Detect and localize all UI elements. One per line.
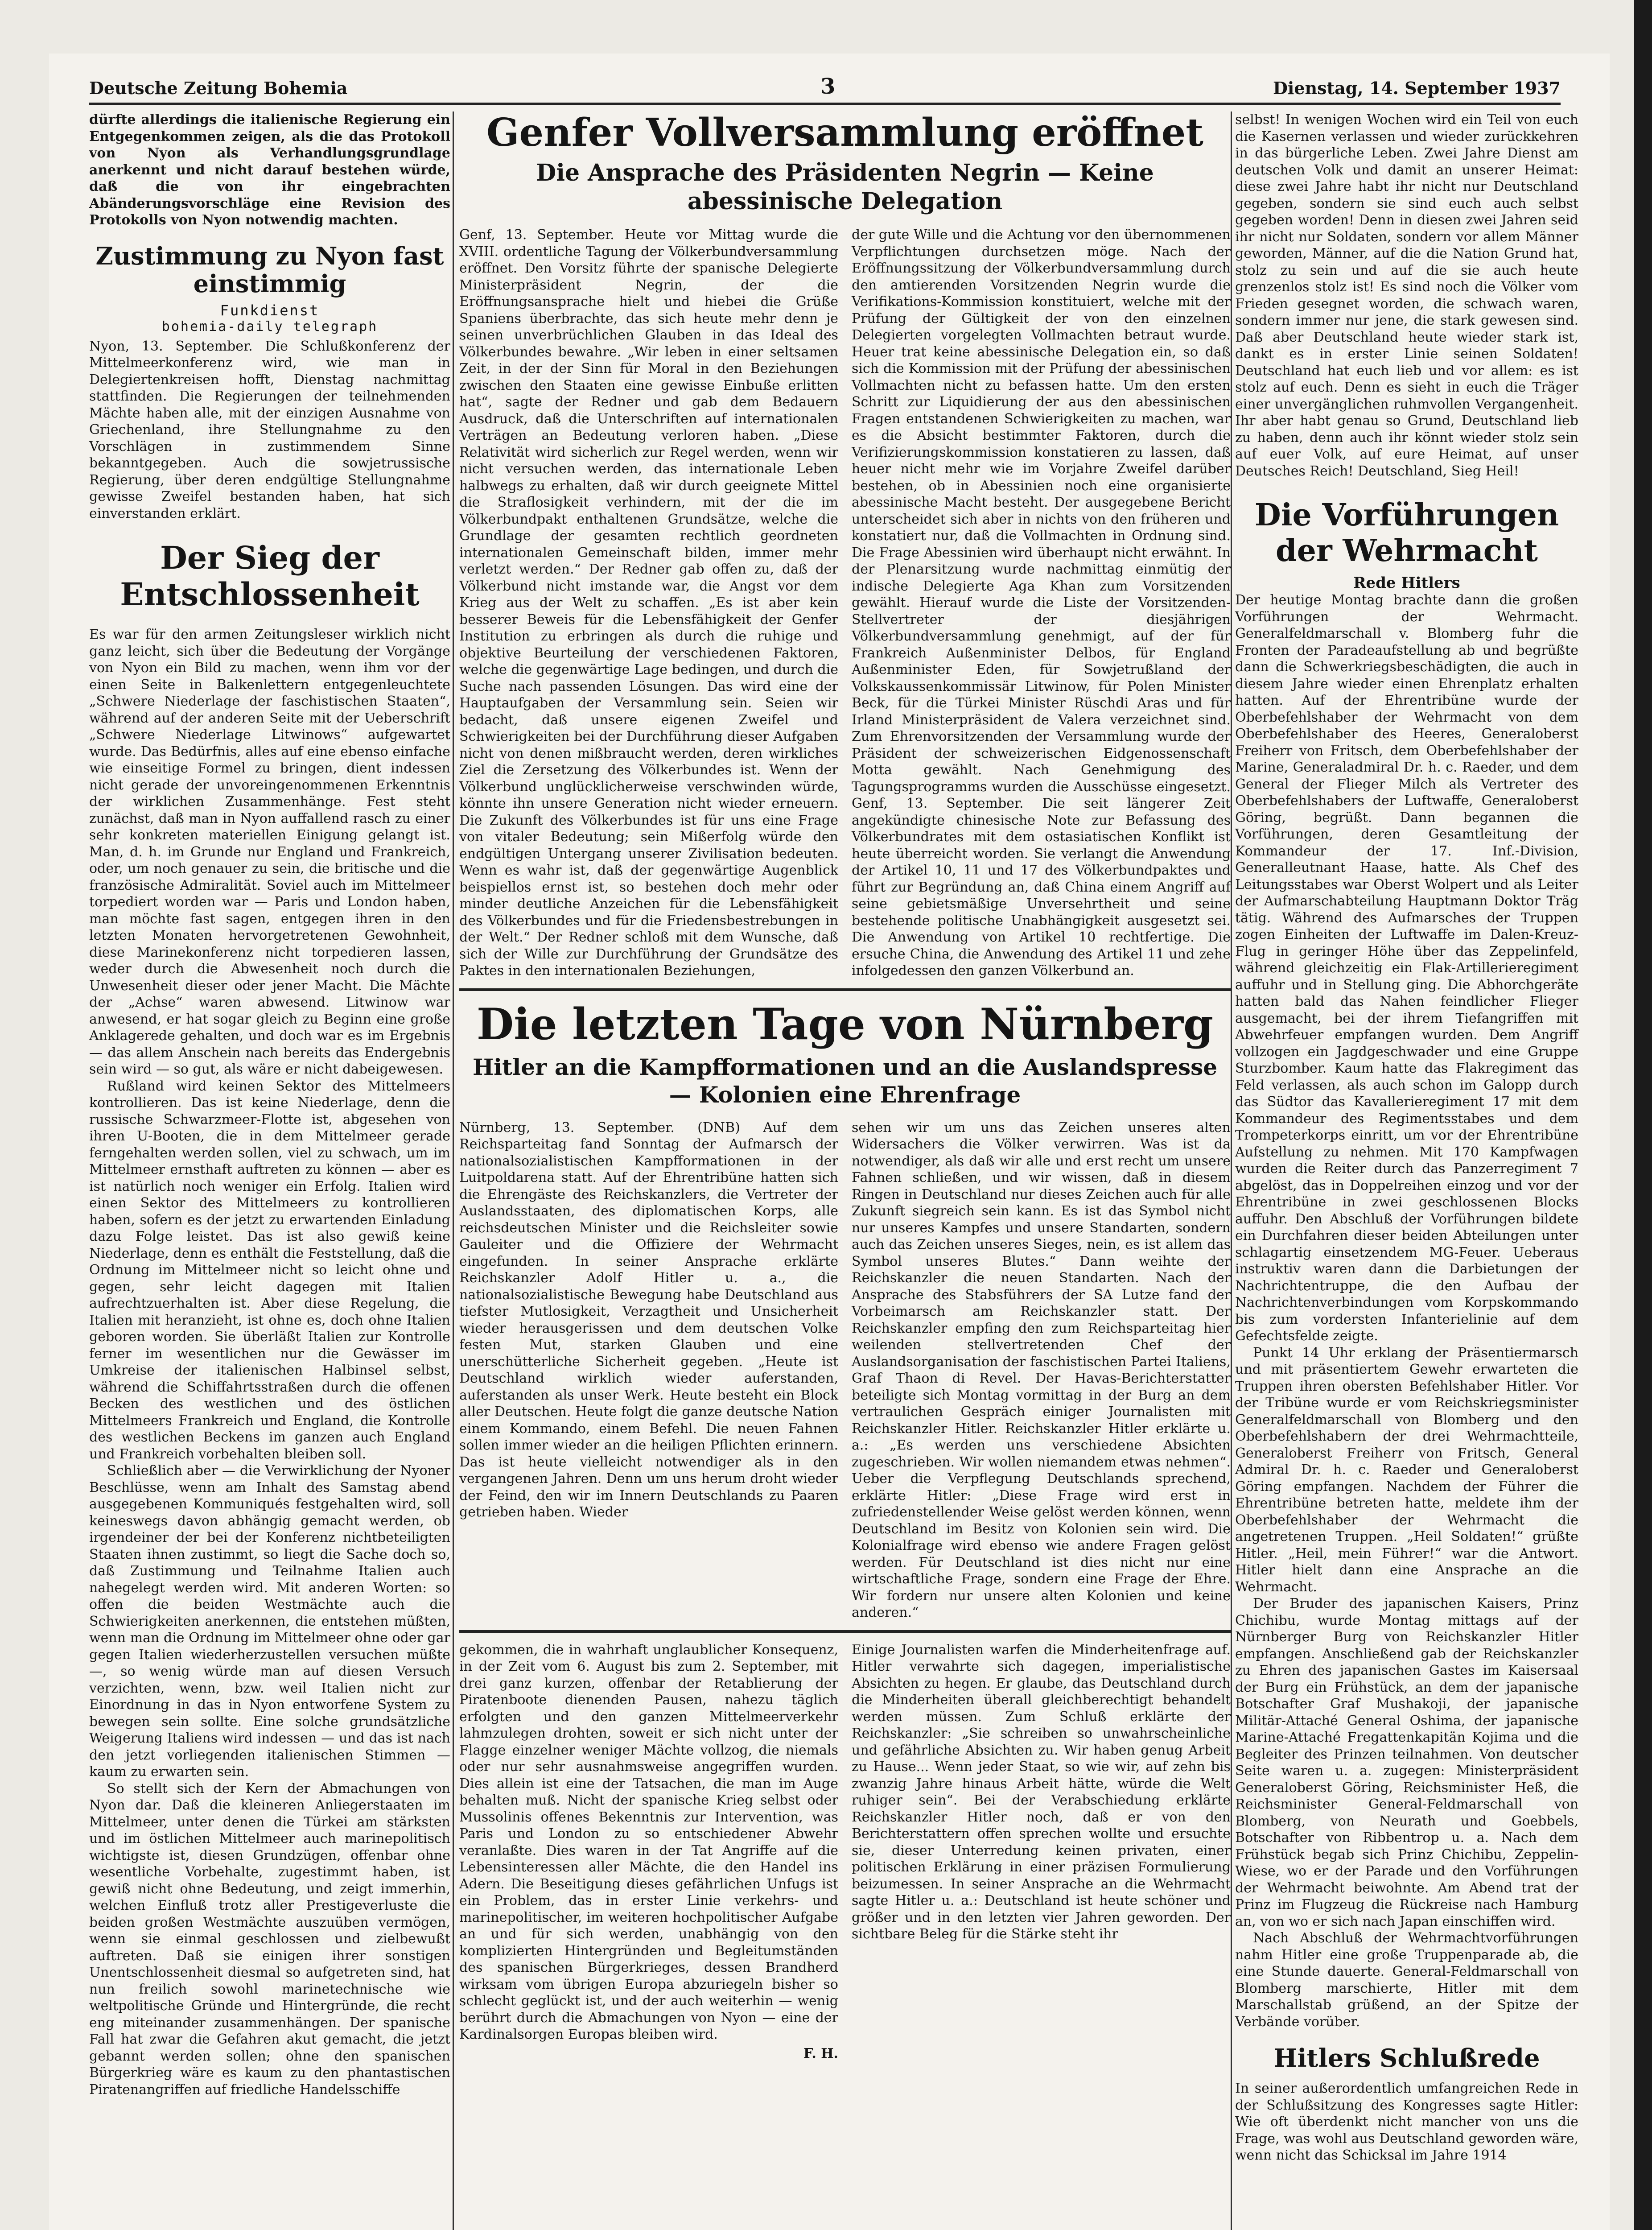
column-left [89, 112, 450, 2098]
article-paragraph: Nach Abschluß der Wehrmachtvorführungen nahm Hitler eine große Truppenparade ab, die eine Stunde dauerte. General-Feldmarschall von Blomberg marschierte, Hitler mit dem Marschallstab grüßend, an der Spitze der Verbände vorüber. [1235, 1930, 1578, 2030]
article-paragraph: In seiner außerordentlich umfangreichen Rede in der Schlußsitzung des Kongresses sagte Hitler: Wie oft überdenkt nicht mancher von uns die Frage, was wohl aus Deutschland geworden wäre, wenn nicht das Schicksal im Jahre 1914 [1235, 2081, 1578, 2163]
article-paragraph: Der Bruder des japanischen Kaisers, Prinz Chichibu, wurde Montag mittags auf der Nürnberger Burg von Reichskanzler Hitler empfangen. Anschließend gab der Reichskanzler zu Ehren des japanischen Gastes im Kaisersaal der Burg ein Frühstück, an dem der japanische Botschafter Graf Mushakoji, der japanische Militär-Attaché General Oshima, der japanische Marine-Attaché Fregattenkapitän Kojima und die Begleiter des Prinzen teilnahmen. Von deutscher Seite waren u. a. zugegen: Ministerpräsident Generaloberst Göring, Reichsminister Heß, die Reichsminister General-Feldmarschall von Blomberg, von Neurath und Goebbels, Botschafter von Ribbentrop u. a. Nach dem Frühstück begab sich Prinz Chichibu, Zeppelin-Wiese, wo er der Parade und den Vorführungen der Wehrmacht beiwohnte. Am Abend trat der Prinz im Flugzeug die Rückreise nach Hamburg an, von wo er sich nach Japan einschiffen wird. [1235, 1596, 1578, 1929]
article-paragraph: sehen wir um uns das Zeichen unseres alten Widersachers die Völker verwirren. Was ist da notwendiger, als daß wir alle und erst recht um unsere Fahnen schließen, und wir wissen, daß in diesem Ringen in Deutschland nur dieses Zeichen auch für alle Zukunft siegreich sein kann. Es ist das Symbol nicht nur unseres Kampfes und unsere Standarten, sondern auch das Zeichen unseres Sieges, nein, es ist allem das Symbol unseres Blutes.“ Dann weihte der Reichskanzler die neuen Standarten. Nach der Ansprache des Stabsführers der SA Lutze fand der Vorbeimarsch am Reichskanzler statt. Der Reichskanzler empfing den zum Reichsparteitag hier weilenden stellvertretenden Chef der Auslandsorganisation der faschistischen Partei Italiens, Graf Thaon di Revel. Der Havas-Berichterstatter beteiligte sich Montag vormittag in der Burg an dem vertraulichen Gespräch einiger Journalisten mit Reichskanzler Hitler. Reichskanzler Hitler erklärte u. a.: „Es werden uns verschiedene Absichten zugeschrieben. Wir wollen niemandem etwas nehmen“. Ueber die Verpflegung Deutschlands sprechend, erklärte Hitler: „Diese Frage wird erst in zufriedenstellender Weise gelöst werden können, wenn Deutschland im Besitz von Kolonien sein wird. Die Kolonialfrage wird ebenso wie andere Fragen gelöst werden. Für Deutschland ist dies nicht nur eine wirtschaftliche Frage, sondern eine Frage der Ehre. Wir fordern nur unsere alten Kolonien und keine anderen.“ [852, 1119, 1231, 1620]
article-paragraph: Rußland wird keinen Sektor des Mittelmeers kontrollieren. Das ist keine Niederlage, denn die russische Schwarzmeer-Flotte ist, abgesehen von ihren U-Booten, die in dem Mittelmeer gerade ferngehalten werden sollen, viel zu schwach, um im Mittelmeer ernsthaft auftreten zu können — aber es ist natürlich noch weniger ein Erfolg. Italien wird einen Sektor des Mittelmeers zu kontrollieren haben, sofern es der jetzt zu erwartenden Einladung dazu Folge leistet. Das ist also gewiß keine Niederlage, denn es enthält die Feststellung, daß die Ordnung im Mittelmeer nicht so leicht ohne und gegen, sehr leicht dagegen mit Italien aufrechtzuerhalten ist. Aber diese Regelung, die Italien mit heranzieht, ist ohne es, doch ohne Italien geboren worden. Sie überläßt Italien zur Kontrolle ferner im wesentlichen nur die Gewässer im Umkreise der italienischen Halbinsel selbst, während die Schiffahrtsstraßen durch die offenen Becken des westlichen und des östlichen Mittelmeers Frankreich und England, die Kontrolle des westlichen Beckens im ganzen auch England und Frankreich vorbehalten bleiben soll. [89, 1078, 450, 1462]
article-paragraph: Punkt 14 Uhr erklang der Präsentiermarsch und mit präsentiertem Gewehr erwarteten die Truppen ihren obersten Befehlshaber Hitler. Vor der Tribüne wurde er vom Reichskriegsminister Generalfeldmarschall von Blomberg und den Oberbefehlshabern der drei Wehrmachtteile, Generaloberst Freiherr von Fritsch, General Admiral Dr. h. c. Raeder und Generaloberst Göring empfangen. Nachdem der Führer die Ehrentribüne betreten hatte, meldete ihm der Oberbefehlshaber der Wehrmacht die angetretenen Truppen. „Heil Soldaten!“ grüßte Hitler. „Heil, mein Führer!“ war die Antwort. Hitler hielt dann eine Ansprache an die Wehrmacht. [1235, 1345, 1578, 1595]
intro-text: dürfte allerdings die italienische Regierung ein Entgegenkommen zeigen, als die das Protokoll von Nyon als Verhandlungsgrundlage anerkennt und nicht darauf bestehen würde, daß die von ihr eingebrachten Abänderungsvorschläge eine Revision des Protokolls von Nyon notwendig machten. [89, 112, 450, 228]
article-paragraph: selbst! In wenigen Wochen wird ein Teil von euch die Kasernen verlassen und wieder zurückkehren in das bürgerliche Leben. Zwei Jahre Dienst am deutschen Volk und damit an unserer Heimat: diese zwei Jahre habt ihr nicht nur Deutschland gegeben, sondern sie sind euch auch selbst gegeben worden! Denn in diesen zwei Jahren seid ihr nicht nur Soldaten, sondern vor allem Männer geworden, Männer, auf die die Nation Grund hat, stolz zu sein und auf die sie auch heute grenzenlos stolz ist! Es sind noch die Völker vom Frieden gesegnet worden, die schwach waren, sondern immer nur jene, die stark gewesen sind. Daß aber Deutschland heute wieder stark ist, dankt es in erster Linie seinen Soldaten! Deutschland hat euch lieb und vor allem: es ist stolz auf euch. Denn es sieht in euch die Träger einer unvergänglichen ruhmvollen Vergangenheit. Ihr aber habt genau so Grund, Deutschland lieb zu haben, denn auch ihr könnt wieder stolz sein auf euer Volk, auf eure Heimat, auf unser Deutsches Reich! Deutschland, Sieg Heil! [1235, 112, 1578, 479]
headline-nyon: Zustimmung zu Nyon fast einstimmig [95, 241, 444, 298]
page-number: 3 [820, 74, 836, 99]
article-paragraph: So stellt sich der Kern der Abmachungen von Nyon dar. Daß die kleineren Anliegerstaaten im Mittelmeer, unter denen die Türkei am stärksten und im östlichen Mittelmeer auch marinepolitisch wichtigste ist, diesen Grundzügen, offenbar ohne wesentliche Vorbehalte, zugestimmt haben, ist gewiß nicht ohne Bedeutung, und zeigt immerhin, welchen Einfluß trotz aller Prestigeverluste die beiden großen Westmächte auszuüben vermögen, wenn sie einmal geschlossen und zielbewußt auftreten. Daß sie einigen ihrer sonstigen Unentschlossenheit diesmal so aufgetreten sind, hat nun freilich sowohl marinetechnische wie weltpolitische Gründe und Hintergründe, die recht eng miteinander zusammenhängen. Der spanische Fall hat zwar die Gefahren akut gemacht, die jetzt gebannt werden sollen; ohne den spanischen Bürgerkrieg wäre es kaum zu den phantastischen Piratenangriffen auf friedliche Handelsschiffe [89, 1780, 450, 2098]
headline-wehrmacht: Die Vorführungen der Wehrmacht [1254, 497, 1559, 569]
section-rule [459, 988, 1231, 991]
source-line-2: bohemia-daily telegraph [161, 318, 378, 334]
headline-sieg: Der Sieg der Entschlossenheit [120, 539, 420, 613]
article-paragraph: der gute Wille und die Achtung vor den übernommenen Verpflichtungen durchsetzen möge. Nach der Eröffnungssitzung der Völkerbundversammlung durch den amtierenden Vorsitzenden Negrin wurde die Verifikations-Kommission konstituiert, welche mit der Prüfung der Gültigkeit der von den einzelnen Delegierten vorgelegten Vollmachten betraut wurde. Heuer trat keine abessinische Delegation ein, so daß sich die Kommission mit der Prüfung der abessinischen Vollmachten nicht zu befassen hatte. Um den ersten Schritt zur Liquidierung der aus den abessinischen Fragen entstandenen Schwierigkeiten zu machen, war es die Absicht bestimmter Faktoren, durch die Verifizierungskommission konstatieren zu lassen, daß heuer nicht mehr wie im Vorjahre Zweifel darüber bestehen, ob in Abessinien noch eine organisierte abessinische Macht besteht. Der ausgegebene Bericht unterscheidet sich aber in nichts von den früheren und konstatiert nur, daß die Vollmachten in Ordnung sind. Die Frage Abessinien wird überhaupt nicht erwähnt. In der Plenarsitzung wurde nachmittag einmütig der indische Delegierte Aga Khan zum Vorsitzenden gewählt. Hierauf wurde die Liste der Vorsitzenden-Stellvertreter der diesjährigen Völkerbundversammlung genehmigt, auf der für Frankreich Außenminister Delbos, für England Außenminister Eden, für Sowjetrußland der Volkskaussenkommissär Litwinow, für Polen Minister Beck, für die Türkei Minister Rüschdi Aras und für Irland Ministerpräsident de Valera verzeichnet sind. Zum Ehrenvorsitzenden der Versammlung wurde der Präsident der schweizerischen Eidgenossenschaft Motta gewählt. Nach Genehmigung des Tagungsprogramms wurden die Ausschüsse eingesetzt. Genf, 13. September. Die seit längerer Zeit angekündigte chinesische Note zur Befassung des Völkerbundrates mit dem ostasiatischen Konflikt ist heute überreicht worden. Sie verlangt die Anwendung der Artikel 10, 11 und 17 des Völkerbundpaktes und führt zur Begründung an, daß China einem Angriff auf seine gebietsmäßige Unversehrtheit und seine bestehende politische Unabhängigkeit ausgesetzt sei. Die Anwendung von Artikel 10 rechtfertige. Die ersuche China, die Anwendung des Artikel 11 und zehe infolgedessen den ganzen Völkerbund an. [852, 227, 1231, 979]
headline-genf: Genfer Vollversammlung eröffnet [486, 110, 1204, 155]
article-paragraph: gekommen, die in wahrhaft unglaublicher Konsequenz, in der Zeit vom 6. August bis zum 2. September, mit drei ganz kurzen, offenbar der Retablierung der Piratenboote dienenden Pausen, nahezu täglich erfolgten und den ganzen Mittelmeerverkehr lahmzulegen drohten, soweit er sich nicht unter der Flagge einzelner weniger Mächte vollzog, die niemals oder nur sehr ausnahmsweise angegriffen wurden. Dies allein ist eine der Tatsachen, die man im Auge behalten muß. Nicht der spanische Krieg selbst oder Mussolinis offenes Bekenntnis zur Intervention, was Paris und London zu so entschiedener Abwehr veranlaßte. Dies waren in der Tat Angriffe auf die Lebensinteressen aller Mächte, die den Handel ins Adern. Die Beseitigung dieses gefährlichen Unfugs ist ein Problem, das in erster Linie verkehrs- und marinepolitischer, im weiteren hochpolitischer Aufgabe an und für sich werden, unabhängig von den komplizierten Hintergründen und Begleitumständen des spanischen Bürgerkrieges, dessen Brandherd wirksam vom übrigen Europa abzuriegeln bisher so schlecht geglückt ist, und der auch weiterhin — wenig berührt durch die Abmachungen von Nyon — eine der Kardinalsorgen Europas bleiben wird. [459, 1642, 838, 2042]
column-center [459, 112, 1231, 2061]
section-rule [459, 1630, 1231, 1633]
subheadline-rede: Rede Hitlers [1353, 574, 1460, 592]
article-paragraph: Es war für den armen Zeitungsleser wirklich nicht ganz leicht, sich über die Bedeutung der Vorgänge von Nyon ein Bild zu machen, wenn ihm vor der einen Seite in Balkenlettern entgegenleuchtete „Schwere Niederlage der faschistischen Staaten“, während auf der anderen Seite mit der Ueberschrift „Schwere Niederlage Litwinows“ aufgewartet wurde. Das Bedürfnis, alles auf eine ebenso einfache wie einseitige Formel zu bringen, dient indessen nicht gerade der unvoreingenommenen Erkenntnis der wirklichen Zusammenhänge. Fest steht zunächst, daß man in Nyon auffallend rasch zu einer sehr konkreten materiellen Einigung gelangt ist. Man, d. h. im Grunde nur England und Frankreich, oder, um noch genauer zu sein, die britische und die französische Admiralität. Soviel auch im Mittelmeer torpediert worden war — Paris und London haben, man möchte fast sagen, entgegen ihren in den letzten Monaten hervorgetretenen Gewohnheit, diese Marinekonferenz nicht torpedieren lassen, weder durch die Abwesenheit noch durch die Unwesenheit dieser oder jener Macht. Die Mächte der „Achse“ waren abwesend. Litwinow war anwesend, er hat sogar gleich zu Beginn eine große Anklagerede gehalten, und doch war es im Ergebnis — das allem Anschein nach bereits das Endergebnis sein wird — so gut, als wäre er nicht dabeigewesen. [89, 627, 450, 1077]
author-signature: F. H. [803, 2045, 838, 2061]
binding-edge [1634, 0, 1652, 2230]
article-paragraph: Einige Journalisten warfen die Minderheitenfrage auf. Hitler verwahrte sich dagegen, imperialistische Absichten zu hegen. Er glaube, das Deutschland durch die Minderheiten überall gleichberechtigt behandelt werden müssen. Zum Schluß erklärte der Reichskanzler: „Sie schreiben so unwahrscheinliche und gefährliche Absichten zu. Wir haben genug Arbeit zu Hause... Wenn jeder Staat, so wie wir, auf zehn bis zwanzig Jahre hinaus Arbeit hätte, würde die Welt ruhiger sein“. Bei der Verabschiedung erklärte Reichskanzler Hitler noch, daß er von den Berichterstattern offen sprechen wollte und ersuchte sie, dieser Unterredung keinen privaten, einer politischen Erklärung in einer präzisen Formulierung beizumessen. In seiner Ansprache an die Wehrmacht sagte Hitler u. a.: Deutschland ist heute schöner und größer und in den letzten vier Jahren geworden. Der sichtbare Beleg für die Stärke steht ihr [852, 1642, 1231, 1942]
headline-schlussrede: Hitlers Schlußrede [1273, 2044, 1540, 2073]
issue-date: Dienstag, 14. September 1937 [1273, 78, 1561, 98]
article-paragraph: Nyon, 13. September. Die Schlußkonferenz der Mittelmeerkonferenz wird, wie man in Delegiertenkreisen hofft, Dienstag nachmittag stattfinden. Die Regierungen der teilnehmenden Mächte haben alle, mit der einzigen Ausnahme von Griechenland, ihre Stellungnahme zu den Vorschlägen in zustimmendem Sinne bekanntgegeben. Auch die sowjetrussische Regierung, über deren endgültige Stellungnahme gewisse Zweifel bestanden haben, hat sich einverstanden erklärt. [89, 338, 450, 521]
article-paragraph: Schließlich aber — die Verwirklichung der Nyoner Beschlüsse, wenn am Inhalt des Samstag abend ausgegebenen Kommuniqués festgehalten wird, soll keineswegs davon abhängig gemacht werden, ob irgendeiner der bei der Konferenz nichtbeteiligten Staaten ihnen zustimmt, so liegt die Sache doch so, daß Zustimmung und Teilnahme Italien auch nahegelegt werden wird. Mit anderen Worten: so offen die beiden Westmächte auch die Schwierigkeiten anerkennen, die entstehen müßten, wenn man die Ordnung im Mittelmeer ohne oder gar gegen Italien wiederherzustellen versuchen müßte —, so wenig würde man auf diesen Versuch verzichten, wenn, bzw. weil Italien nicht zur Einordnung in das in Nyon entworfene System zu bewegen sein sollte. Eine solche grundsätzliche Weigerung Italiens wird indessen — und das ist nach den jetzt vorliegenden italienischen Stimmen — kaum zu erwarten sein. [89, 1463, 450, 1780]
article-paragraph: Nürnberg, 13. September. (DNB) Auf dem Reichsparteitag fand Sonntag der Aufmarsch der nationalsozialistischen Kampfformationen in der Luitpoldarena statt. Auf der Ehrentribüne hatten sich die Ehrengäste des Reichskanzlers, die Vertreter der Auslandsstaaten, des diplomatischen Korps, alle reichsdeutschen Minister und die Reichsleiter sowie Gauleiter und die Offiziere der Wehrmacht eingefunden. In seiner Ansprache erklärte Reichskanzler Adolf Hitler u. a., die nationalsozialistische Bewegung habe Deutschland aus tiefster Mutlosigkeit, Verzagtheit und Unsicherheit wieder herausgerissen und dem deutschen Volke festen Mut, starken Glauben und eine unerschütterliche Sicherheit gegeben. „Heute ist Deutschland wirklich wieder auferstanden, auferstanden als unser Werk. Heute besteht ein Block aller Deutschen. Heute folgt die ganze deutsche Nation einem Kommando, einem Befehl. Die neuen Fahnen sollen immer wieder an die heiligen Pflichten erinnern. Das ist heute vielleicht notwendiger als in den vergangenen Jahren. Denn um uns herum droht wieder der Feind, den wir im Innern Deutschlands zu Paaren getrieben haben. Wieder [459, 1119, 838, 1520]
page-header [89, 67, 1561, 105]
subheadline-genf: Die Ansprache des Präsidenten Negrin — Keine abessinische Delegation [536, 159, 1154, 215]
article-paragraph: Der heutige Montag brachte dann die großen Vorführungen der Wehrmacht. Generalfeldmarschall v. Blomberg fuhr die Fronten der Paradeaufstellung ab und begrüßte dann die Schwerkriegsbeschädigten, die auch in diesem Jahre wieder einen Ehrenplatz erhalten hatten. Auf der Ehrentribüne wurde der Oberbefehlshaber der Wehrmacht von dem Oberbefehlshaber des Heeres, Generaloberst Freiherr von Fritsch, dem Oberbefehlshaber der Marine, Generaladmiral Dr. h. c. Raeder, und dem General der Flieger Milch als Vertreter des Oberbefehlshabers der Luftwaffe, Generaloberst Göring, begrüßt. Dann begannen die Vorführungen, deren Gesamtleitung der Kommandeur der 17. Inf.-Division, Generalleutnant Haase, hatte. Als Chef des Leitungsstabes war Oberst Wolpert und als Leiter der Aufmarschabteilung Hauptmann Doktor Träg tätig. Während des Aufmarsches der Truppen zogen Einheiten der Luftwaffe im Dalen-Kreuz-Flug in geringer Höhe über das Zeppelinfeld, während gleichzeitig ein Flak-Artillerieregiment auffuhr und in Stellung ging. Die Abhorchgeräte hatten bald das Nahen feindlicher Flieger ausgemacht, bei der ihrem Tiefangriffen mit Abwehrfeuer empfangen wurden. Dem Angriff vollzogen ein Jagdgeschwader und eine Gruppe Sturzbomber. Kaum hatte das Flakregiment das Feld verlassen, als auch schon im Galopp durch das Südtor das Kavallerieregiment 17 mit dem Kommandeur des Regimentsstabes und dem Trompeterkorps einritt, um vor der Ehrentribüne Aufstellung zu nehmen. Mit 170 Kampfwagen wurden die Reiter durch das Panzerregiment 7 abgelöst, das in Doppelreihen einzog und vor der Ehrentribüne in zwei geschlossenen Blocks auffuhr. Den Abschluß der Vorführungen bildete ein Durchfahren dieser beiden Abteilungen unter schlagartig einsetzendem MG-Feuer. Ueberaus instruktiv waren dann die Darbietungen der Nachrichtentruppe, die den Aufbau der Nachrichtenverbindungen vom Korpskommando bis zum vordersten Infanterielinie auf dem Gefechtsfelde zeigte. [1235, 592, 1578, 1344]
subheadline-nuernberg: Hitler an die Kampfformationen und an die Auslandspresse — Kolonien eine Ehrenfrage [472, 1053, 1218, 1108]
column-right [1235, 112, 1578, 2164]
column-divider [1231, 112, 1232, 2230]
headline-nuernberg: Die letzten Tage von Nürnberg [476, 999, 1214, 1049]
source-line: Funkdienst [220, 301, 320, 319]
article-paragraph: Genf, 13. September. Heute vor Mittag wurde die XVIII. ordentliche Tagung der Völkerbundversammlung eröffnet. Den Vorsitz führte der spanische Delegierte Ministerpräsident Negrin, der die Eröffnungsansprache hielt und hiebei die Grüße Spaniens überbrachte, das sich heute mehr denn je seinen unverbrüchlichen Glauben in das Ideal des Völkerbundes bewahre. „Wir leben in einer seltsamen Zeit, in der der Sinn für Moral in den Beziehungen zwischen den Staaten eine gewisse Einbuße erlitten hat“, sagte der Redner und gab dem Bedauern Ausdruck, daß die Unterschriften auf internationalen Verträgen an Bedeutung verloren haben. „Diese Relativität wird sicherlich zur Regel werden, wenn wir nicht versuchen werden, das internationale Leben halbwegs zu erhalten, daß wir durch geeignete Mittel die Straflosigkeit verhindern, mit der die im Völkerbundpakt enthaltenen Grundsätze, welche die Grundlage der gesamten rechtlich geordneten internationalen Gemeinschaft bilden, immer mehr verletzt werden.“ Der Redner gab offen zu, daß der Völkerbund nicht imstande war, die Angst vor dem Krieg aus der Welt zu schaffen. „Es ist aber kein besserer Beweis für die Lebensfähigkeit der Genfer Institution zu erbringen als durch die ruhige und objektive Beurteilung der verschiedenen Faktoren, welche die gegenwärtige Lage bedingen, und durch die Suche nach passenden Lösungen. Das wird eine der Hauptaufgaben der Versammlung sein. Seien wir bedacht, daß unsere eigenen Zweifel und Schwierigkeiten bei der Durchführung dieser Aufgaben nicht von denen mißbraucht werden, deren wirkliches Ziel die Zersetzung des Völkerbundes ist. Wenn der Völkerbund unglücklicherweise verschwinden würde, könnte ihn unsere Generation nicht wieder erneuern. Die Zukunft des Völkerbundes ist für uns eine Frage von vitaler Bedeutung; sein Mißerfolg würde den endgültigen Untergang unserer Zivilisation bedeuten. Wenn es wahr ist, daß der gegenwärtige Augenblick beispiellos ernst ist, so bestehen doch mehr oder minder deutliche Anzeichen für die Lebensfähigkeit des Völkerbundes und für die Friedensbestrebungen in der Welt.“ Der Redner schloß mit dem Wunsche, daß sich der Wille zur Durchführung der Grundsätze des Paktes in den internationalen Beziehungen, [459, 227, 838, 979]
newspaper-name: Deutsche Zeitung Bohemia [89, 78, 348, 98]
column-divider [453, 112, 454, 2230]
